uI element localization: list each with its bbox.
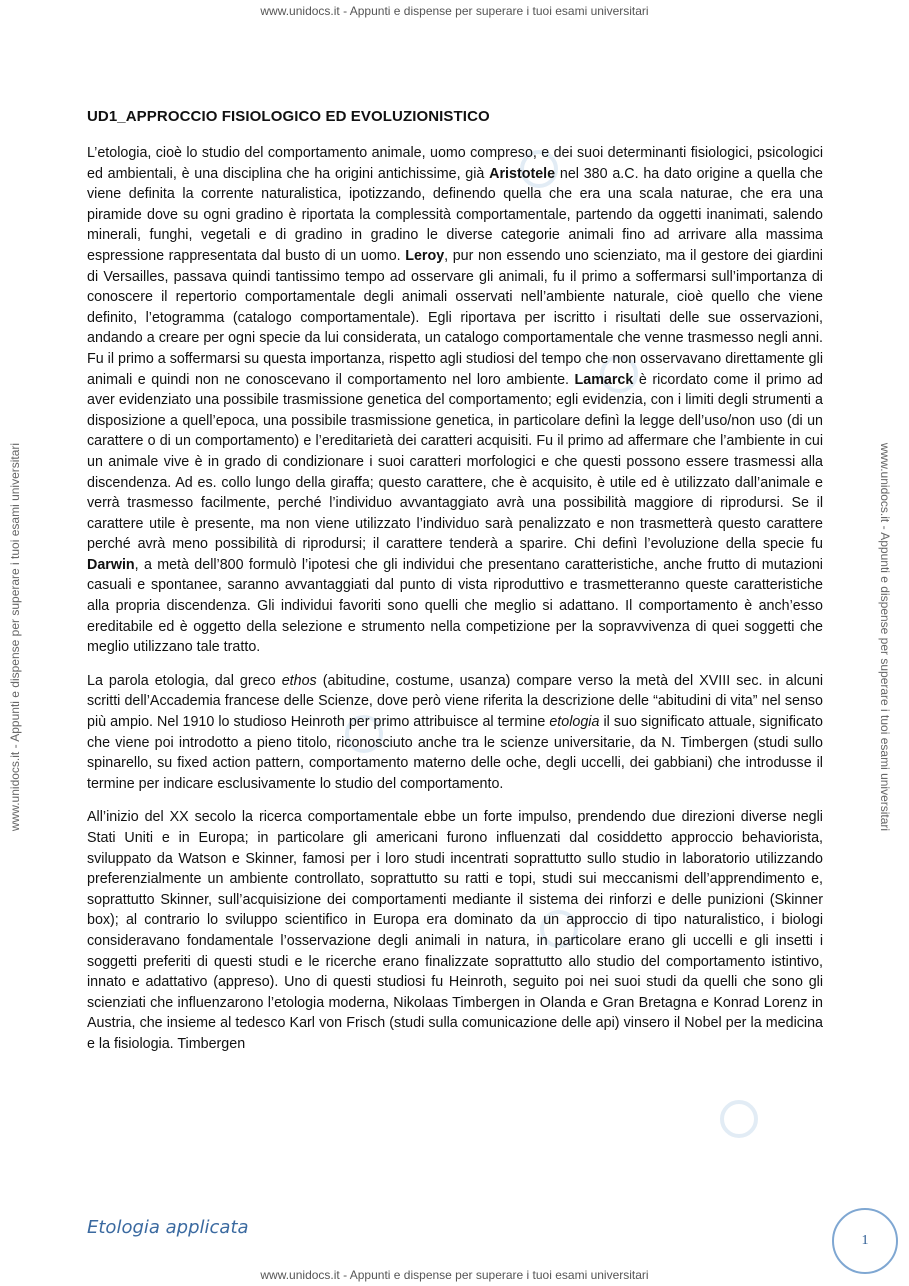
left-watermark-banner: www.unidocs.it - Appunti e dispense per superare i tuoi esami universitari	[8, 442, 22, 832]
document-body	[87, 108, 823, 1068]
paragraph-2-part-b: (abitudine, costume, usanza) compare verso la metà del XVIII sec. in alcuni scritti dell’Accademia francese delle Scienze, dove però viene riferita la descrizione delle “abitudini di vita” nel senso più ampio. Nel 1910 lo studioso Heinroth per primo attribuisce al termine	[87, 672, 823, 731]
term-etologia: etologia	[549, 714, 600, 731]
paragraph-1-part-e: , a metà dell’800 formulò l’ipotesi che gli individui che presentano caratteristiche, anche frutto di mutazioni casuali e spontanee, saranno avvantaggiati dal punto di vista riproduttivo e trasmetteranno queste caratteristiche alla propria discendenza. Gli individui favoriti sono quelli che meglio si adattano. Il comportamento è anch’esso ereditabile ed è oggetto della selezione e strumento nella competizione per la sopravvivenza di quei soggetti che meglio utilizzano tale tratto.	[87, 556, 823, 656]
paragraph-2	[87, 671, 823, 795]
paragraph-3: All’inizio del XX secolo la ricerca comportamentale ebbe un forte impulso, prendendo due direzioni diverse negli Stati Uniti e in Europa; in particolare gli americani furono influenzati dal cosiddetto approccio behaviorista, sviluppato da Watson e Skinner, famosi per i loro studi incentrati soprattutto sullo studio in laboratorio utilizzando preferenzialmente un ambiente controllato, soprattutto su ratti e topi, studi sui meccanismi dell’apprendimento e, soprattutto Skinner, sull’acquisizione dei comportamenti mediante il sistema dei rinforzi e delle punizioni (Skinner box); al contrario lo sviluppo scientifico in Europa era dominato da un approccio di tipo naturalistico, i biologi consideravano fondamentale l’osservazione degli animali in natura, in particolare erano gli uccelli e gli insetti i soggetti preferiti di questi studi e le ricerche erano finalizzate soprattutto allo studio del comportamento istintivo, innato e adattativo (appreso). Uno di questi studiosi fu Heinroth, seguito poi nei suoi studi da quelli che sono gli scienziati che influenzarono l’etologia moderna, Nikolaas Timbergen in Olanda e Gran Bretagna e Konrad Lorenz in Austria, che insieme al tedesco Karl von Frisch (studi sulla comunicazione delle api) vinsero il Nobel per la medicina e la fisiologia. Timbergen	[87, 809, 823, 1052]
page-number: 1	[861, 1233, 869, 1248]
footer-watermark-banner: www.unidocs.it - Appunti e dispense per superare i tuoi esami universitari	[260, 1268, 649, 1282]
page-number-badge	[832, 1208, 898, 1274]
right-watermark-banner: www.unidocs.it - Appunti e dispense per superare i tuoi esami universitari	[878, 442, 892, 832]
paragraph-1-part-a: L’etologia, cioè lo studio del comportamento animale, uomo compreso, e dei suoi determinanti fisiologici, psicologici ed ambientali, è una disciplina che ha origini antichissime, già	[87, 145, 823, 182]
paragraph-2-part-c: il suo significato attuale, significato che viene poi introdotto a pieno titolo, riconosciuto anche tra le scienze universitarie, da N. Timbergen (studi sullo spinarello, su fixed action pattern, comportamento materno delle oche, degli uccelli, dei gabbiani) che introdusse il termine per indicare esclusivamente lo studio del comportamento.	[87, 714, 824, 792]
paragraph-1-part-c: , pur non essendo uno scienziato, ma il gestore dei giardini di Versailles, passava quindi tantissimo tempo ad osservare gli animali, fu il primo a soffermarsi sull’importanza di conoscere il repertorio comportamentale degli animali osservati nell’ambiente naturale, cioè quello che viene definito, l’etogramma (catalogo comportamentale). Egli riportava per iscritto i risultati delle sue osservazioni, andando a creare per ogni specie da lui considerata, un catalogo comportamentale che venne trasmesso negli anni. Fu il primo a soffermarsi su questa importanza, rispetto agli studiosi del tempo che non osservavano direttamente gli animali e quindi non ne conoscevano il comportamento nel loro ambiente.	[87, 247, 823, 388]
paragraph-1-part-b: nel 380 a.C. ha dato origine a quella che viene definita la corrente naturalistica, ipotizzando, definendo quella che era una scala naturae, che era una piramide dove su ogni gradino è riportata la complessità comportamentale, partendo da oggetti inanimati, salendo minerali, funghi, vegetali e di gradino in gradino le diverse categorie animali fino ad arrivare alla massima espressione rappresentata dal busto di un uomo.	[87, 165, 823, 264]
page-heading: UD1_APPROCCIO FISIOLOGICO ED EVOLUZIONISTICO	[87, 108, 490, 125]
name-lamarck: Lamarck	[574, 371, 634, 388]
term-ethos: ethos	[281, 672, 317, 689]
watermark-logo-icon	[720, 1100, 758, 1138]
paragraph-2-part-a: La parola etologia, dal greco	[87, 672, 282, 689]
footer-course-title: Etologia applicata	[87, 1217, 249, 1238]
name-darwin: Darwin	[87, 556, 135, 573]
header-watermark-banner: www.unidocs.it - Appunti e dispense per superare i tuoi esami universitari	[260, 4, 649, 18]
name-aristotele: Aristotele	[489, 165, 556, 182]
paragraph-1-part-d: è ricordato come il primo ad aver evidenziato una possibile trasmissione genetica del comportamento; egli evidenzia, con i limiti degli strumenti a disposizione a quell’epoca, una possibile trasmissione genetica, in particolare definì la legge dell’uso/non uso (di un carattere o di un comportamento) e l’ereditarietà dei caratteri acquisiti. Fu il primo ad affermare che l’ambiente in cui un animale vive è in grado di condizionare i suoi caratteri morfologici e che questi possono essere trasmessi alla discendenza. Ad es. collo lungo della giraffa; questo carattere, che è acquisito, è utile ed è utilizzato dall’animale e verrà trasmesso facilmente, perché l’individuo avvantaggiato avrà una possibilità maggiore di riprodursi. Se il carattere utile è presente, ma non viene utilizzato l’individuo sarà penalizzato e non trasmetterà questo carattere perché avrà meno possibilità di riprodursi; il carattere tenderà a sparire. Chi definì l’evoluzione della specie fu	[87, 371, 823, 553]
paragraph-1	[87, 143, 823, 658]
name-leroy: Leroy	[405, 247, 445, 264]
